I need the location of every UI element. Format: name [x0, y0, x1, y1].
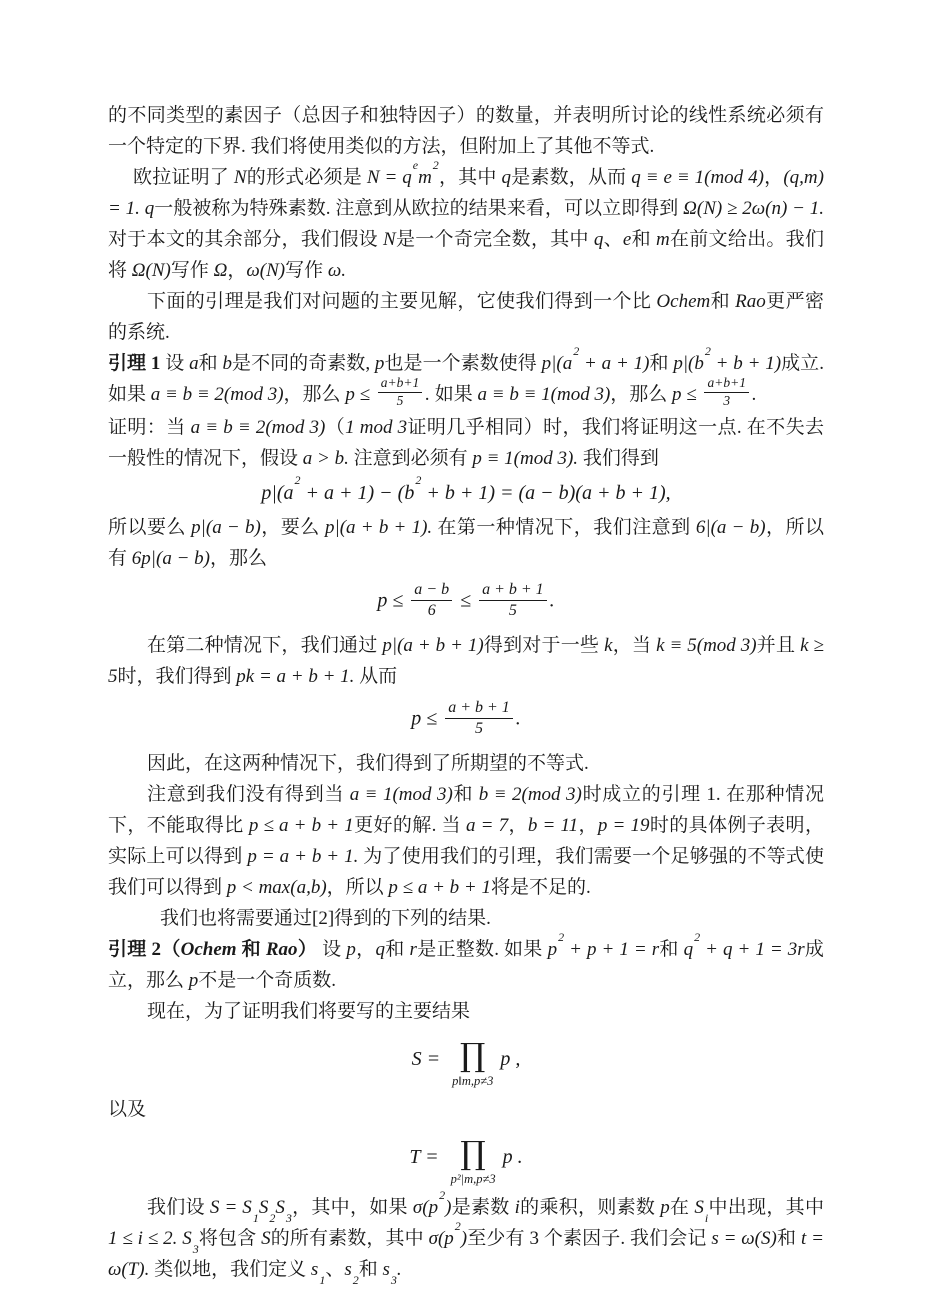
- text-run: 证明：当: [108, 416, 191, 438]
- math-run: ≤: [455, 589, 477, 612]
- text-run: 将包含: [198, 1228, 262, 1250]
- text-run: 证明几乎相同）时，我们将证明这一点. 在不失去一般性的情况下，假设: [108, 416, 824, 469]
- superscript: 2: [694, 930, 701, 945]
- math-run: S: [261, 1228, 271, 1250]
- math-run: k ≡ 5(mod 3): [656, 635, 757, 657]
- text-run: 时的具体例子表明，实际上可以得到: [108, 815, 824, 868]
- math-run: $S_3$: [182, 1228, 199, 1257]
- math-run: p ,: [500, 1048, 521, 1071]
- text-run: 成立. 如果: [108, 353, 824, 405]
- math-run: p ≤: [672, 384, 702, 405]
- superscript: 2: [704, 343, 711, 358]
- math-run: $S_3$: [275, 1197, 292, 1226]
- math-run: $\sigma(p^2$: [412, 1187, 446, 1219]
- product-operator: [450, 1134, 496, 1186]
- subscript: i: [704, 1211, 709, 1226]
- reference-note: [108, 903, 824, 934]
- text-run: 时，我们得到: [117, 666, 237, 688]
- math-run: 6|(a − b): [695, 516, 766, 538]
- math-run: $p|(a^2$: [541, 343, 580, 374]
- text-run: 在: [669, 1197, 695, 1219]
- intro-continuation: [108, 100, 824, 162]
- equation-p-bound-1: [108, 580, 824, 621]
- subscript: 3: [390, 1273, 397, 1288]
- lemma-2: [108, 930, 824, 996]
- math-run: p < max(a,b): [226, 877, 327, 899]
- text-run: ，: [508, 815, 528, 837]
- subscript: 2: [352, 1273, 359, 1288]
- math-run: $S_2$: [258, 1197, 276, 1226]
- math-run: a > b.: [302, 447, 349, 469]
- math-run: a ≡ b ≡ 2(mod 3): [190, 416, 326, 438]
- text-run: 从而: [354, 666, 398, 688]
- text-run: 和: [659, 939, 684, 961]
- lemma-1: [108, 343, 824, 412]
- fraction-numerator: a+b+1: [378, 376, 422, 393]
- math-run: pk = a + b + 1.: [236, 666, 355, 688]
- text-run: 是不同的奇素数,: [231, 353, 375, 374]
- math-run: T =: [409, 1146, 444, 1169]
- case-1-continuation: [108, 512, 824, 574]
- text-run: 、: [603, 229, 623, 250]
- math-run: p: [374, 353, 385, 374]
- fraction-denominator: 5: [508, 601, 517, 619]
- fraction-numerator: a + b + 1: [479, 581, 547, 601]
- document-content: [108, 100, 824, 1288]
- math-run: Ochem: [656, 291, 711, 312]
- text-run: 时成立的引理 1. 在那种情况下，不能取得比: [108, 784, 824, 837]
- math-run: p = a + b + 1.: [247, 846, 359, 868]
- bold-text-run: 引理 1: [108, 353, 161, 374]
- math-run: $s_1$: [310, 1259, 326, 1288]
- product-symbol: ∏: [460, 1036, 486, 1075]
- text-run: 和: [358, 1259, 383, 1281]
- math-run: p: [660, 1197, 670, 1219]
- math-run: $p|(b^2$: [673, 343, 711, 374]
- math-run: e: [622, 229, 632, 250]
- text-run: ，: [355, 939, 376, 961]
- math-run: S =: [411, 1048, 446, 1071]
- text-run: 中出现，其中: [708, 1197, 824, 1219]
- text-run: 因此，在这两种情况下，我们得到了所期望的不等式.: [147, 753, 589, 775]
- math-run: 6p|(a − b): [131, 547, 210, 569]
- math-run: b: [222, 353, 232, 374]
- equation-T-definition: [108, 1134, 824, 1186]
- math-run: + b + 1) = (a − b)(a + b + 1): [421, 481, 666, 504]
- math-run: a ≡ b ≡ 2(mod 3): [150, 384, 284, 405]
- text-run: 是一个奇完全数，其中: [395, 229, 594, 250]
- math-run: $p^2$: [547, 930, 565, 961]
- fraction-denominator: 5: [396, 393, 404, 409]
- product-operator: [452, 1036, 494, 1088]
- math-run: $s_3$: [382, 1259, 397, 1288]
- superscript: 2: [294, 473, 301, 488]
- math-run: p: [346, 939, 356, 961]
- text-run: 是素数: [451, 1197, 515, 1219]
- text-run: 注意到必须有: [348, 447, 473, 469]
- text-run: 并且: [756, 635, 801, 657]
- text-run: ，那么: [283, 384, 346, 405]
- math-run: a ≡ 1(mod 3): [349, 784, 453, 806]
- text-run: 在前文给出。我们将: [108, 229, 824, 281]
- math-run: $s_2$: [344, 1259, 359, 1288]
- fraction-numerator: a + b + 1: [445, 699, 513, 719]
- text-run: ，那么: [209, 547, 267, 569]
- math-run: q: [375, 939, 385, 961]
- math-run: ω.: [327, 260, 347, 281]
- s-partition-paragraph: [108, 1187, 824, 1288]
- equation-S-definition: [108, 1036, 824, 1088]
- math-run: 1 ≤ i ≤ 2.: [108, 1228, 178, 1250]
- product-limits: p‖m,p≠3: [452, 1073, 494, 1088]
- text-run: ，所以有: [108, 516, 824, 569]
- text-run: 下面的引理是我们对问题的主要见解，它使我们得到一个比: [147, 291, 657, 312]
- bold-math-run: Rao: [265, 939, 298, 961]
- text-run: ，当: [612, 635, 657, 657]
- text-run: 和: [631, 229, 656, 250]
- text-run: 在第一种情况下，我们注意到: [432, 516, 696, 538]
- math-run: Ω(N) ≥ 2ω(n) − 1.: [683, 198, 824, 219]
- math-run: + p + 1 = r: [564, 939, 660, 961]
- math-run: a: [189, 353, 199, 374]
- math-run: $N = q^e$: [366, 157, 419, 188]
- text-run: 和: [710, 291, 736, 312]
- text-run: 所以要么: [108, 516, 192, 538]
- text-run: ，其中: [438, 167, 502, 188]
- bold-text-run: ）: [297, 939, 318, 961]
- text-run: 的乘积，则素数: [519, 1197, 661, 1219]
- math-run: $S = S_1$: [209, 1197, 259, 1226]
- conclusion-cases: [108, 748, 824, 779]
- math-run: p ≤: [411, 707, 443, 730]
- text-run: 将是不足的.: [491, 877, 591, 899]
- bold-text-run: 引理 2（: [108, 939, 181, 961]
- proof-start: [108, 412, 824, 474]
- math-run: b ≡ 2(mod 3): [478, 784, 582, 806]
- lemma-intro: [108, 286, 824, 348]
- superscript: 2: [432, 157, 439, 172]
- math-run: p ≤ a + b + 1: [248, 815, 354, 837]
- math-run: N: [383, 229, 396, 250]
- text-run: 现在，为了证明我们将要写的主要结果: [147, 1001, 471, 1023]
- superscript: 2: [558, 930, 565, 945]
- subscript: 3: [285, 1211, 292, 1226]
- math-run: p ≡ 1(mod 3).: [472, 447, 579, 469]
- text-run: 类似地，我们定义: [149, 1259, 311, 1281]
- superscript: 2: [454, 1218, 461, 1233]
- text-run: 我们得到: [578, 447, 659, 469]
- text-run: 我们也将需要通过[2]得到的下列的结果.: [160, 908, 491, 930]
- equation-divisibility: [108, 473, 824, 506]
- euler-form-paragraph: [108, 157, 824, 286]
- math-run: .: [425, 384, 430, 405]
- math-run: q: [144, 198, 155, 219]
- math-run: a = 7: [466, 815, 509, 837]
- text-run: 欧拉证明了: [133, 167, 234, 188]
- text-run: 在第二种情况下，我们通过: [147, 635, 383, 657]
- subscript: 1: [319, 1273, 326, 1288]
- fraction-denominator: 5: [474, 719, 483, 737]
- fraction: [704, 376, 748, 409]
- fraction: [378, 376, 422, 409]
- math-run: .: [751, 384, 757, 405]
- math-run: p: [188, 970, 199, 992]
- text-run: 为了使用我们的引理，我们需要一个足够强的不等式使我们可以得到: [108, 846, 824, 899]
- case-2: [108, 630, 824, 692]
- math-run: Ω(N): [131, 260, 171, 281]
- math-run: + a + 1): [579, 353, 650, 374]
- math-run: (q,m) = 1.: [108, 167, 824, 219]
- math-run: s = ω(S): [711, 1228, 777, 1250]
- fraction: [411, 581, 452, 619]
- text-run: 得到对于一些: [483, 635, 605, 657]
- text-run: 更好的解. 当: [353, 815, 467, 837]
- math-run: q ≡ e ≡ 1(mod 4): [631, 167, 764, 188]
- math-run: N: [233, 167, 247, 188]
- superscript: 2: [573, 343, 580, 358]
- text-run: 和: [384, 939, 410, 961]
- subscript: 2: [269, 1211, 276, 1226]
- text-run: ，: [227, 260, 247, 281]
- math-run: r: [409, 939, 417, 961]
- text-run: 和: [649, 353, 674, 374]
- text-run: 和: [776, 1228, 801, 1250]
- text-run: 、: [325, 1259, 345, 1281]
- subscript: 3: [192, 1242, 199, 1257]
- text-run: 是素数，从而: [511, 167, 632, 188]
- product-symbol: ∏: [460, 1134, 486, 1173]
- text-run: ，: [578, 815, 598, 837]
- text-run: 如果: [429, 384, 478, 405]
- math-run: b = 11: [527, 815, 579, 837]
- math-run: + b + 1): [710, 353, 782, 374]
- text-run: 写作: [170, 260, 214, 281]
- text-run: ，那么: [610, 384, 673, 405]
- text-run: 和: [198, 353, 223, 374]
- fraction-numerator: a − b: [411, 581, 452, 601]
- math-run: ω(N): [246, 260, 286, 281]
- superscript: 2: [439, 1187, 446, 1202]
- math-run: ): [445, 1197, 452, 1219]
- text-run: （: [325, 416, 346, 438]
- math-run: q: [501, 167, 511, 188]
- math-run: 1 mod 3: [345, 416, 408, 438]
- math-run: $q^2$: [683, 930, 701, 961]
- fraction: [445, 699, 513, 737]
- text-run: 的所有素数，其中: [270, 1228, 429, 1250]
- text-run: ，: [763, 167, 784, 188]
- fraction-denominator: 6: [427, 601, 436, 619]
- text-run: 设: [317, 939, 347, 961]
- conjunction-yiji: [108, 1094, 824, 1125]
- math-run: p|(a − b): [191, 516, 261, 538]
- text-run: 也是一个素数使得: [384, 353, 542, 374]
- math-run: p ≤: [345, 384, 375, 405]
- math-run: Ω: [213, 260, 228, 281]
- text-run: ，所以: [326, 877, 389, 899]
- math-run: ,: [665, 481, 671, 504]
- superscript: e: [412, 157, 419, 172]
- math-run: Rao: [735, 291, 766, 312]
- subscript: 1: [252, 1211, 259, 1226]
- text-run: 更严密的系统.: [108, 291, 824, 343]
- math-run: p ≤ a + b + 1: [388, 877, 491, 899]
- math-run: p = 19: [597, 815, 650, 837]
- superscript: 2: [415, 473, 422, 488]
- text-run: 注意到我们没有得到当: [147, 784, 350, 806]
- text-run: 的形式必须是: [246, 167, 367, 188]
- math-run: m: [655, 229, 670, 250]
- text-run: 不是一个奇质数.: [198, 970, 337, 992]
- math-run: p|(a + b + 1): [382, 635, 484, 657]
- main-result-intro: [108, 996, 824, 1027]
- text-run: 成立，那么: [108, 939, 824, 992]
- math-run: i: [514, 1197, 520, 1219]
- math-run: k: [604, 635, 613, 657]
- text-run: 至少有 3 个素因子. 我们会记: [467, 1228, 712, 1250]
- math-run: a ≡ b ≡ 1(mod 3): [477, 384, 611, 405]
- math-run: $\sigma(p^2$: [428, 1218, 461, 1250]
- text-run: 一般被称为特殊素数. 注意到从欧拉的结果来看，可以立即得到: [154, 198, 684, 219]
- text-run: 我们设: [147, 1197, 210, 1219]
- math-run: k ≥ 5: [108, 635, 824, 688]
- math-run: p .: [502, 1146, 523, 1169]
- fraction-denominator: 3: [723, 393, 731, 409]
- remark-paragraph: [108, 779, 824, 903]
- text-run: 以及: [108, 1099, 147, 1121]
- text-run: 和: [452, 784, 479, 806]
- math-run: p|(a + b + 1).: [324, 516, 433, 538]
- text-run: 写作: [285, 260, 328, 281]
- product-limits: p²|m,p≠3: [450, 1171, 496, 1186]
- math-run: $S_i$: [694, 1197, 709, 1226]
- math-run: t = ω(T).: [108, 1228, 824, 1281]
- fraction: [479, 581, 547, 619]
- text-run: 对于本文的其余部分，我们假设: [108, 229, 383, 250]
- text-run: ，要么: [260, 516, 325, 538]
- text-run: ，其中，如果: [291, 1197, 413, 1219]
- text-run: 是正整数. 如果: [416, 939, 548, 961]
- bold-text-run: 和: [236, 939, 266, 961]
- math-run: ): [460, 1228, 468, 1250]
- math-run: .: [396, 1259, 402, 1281]
- fraction-numerator: a+b+1: [704, 376, 748, 393]
- bold-math-run: Ochem: [180, 939, 237, 961]
- equation-p-bound-2: [108, 701, 824, 739]
- math-run: $p|(a^2$: [261, 473, 301, 504]
- math-run: + $a + 1) - (b^2$: [300, 473, 422, 504]
- math-run: p ≤: [377, 589, 409, 612]
- math-run: q: [593, 229, 604, 250]
- text-run: 设: [160, 353, 190, 374]
- math-run: + q + 1 = 3r: [700, 939, 805, 961]
- math-run: .: [549, 589, 555, 612]
- math-run: $m^2$: [418, 157, 439, 188]
- math-run: .: [515, 707, 521, 730]
- text-run: 的不同类型的素因子（总因子和独特因子）的数量，并表明所讨论的线性系统必须有一个特定的下界. 我们将使用类似的方法，但附加上了其他不等式.: [108, 105, 824, 157]
